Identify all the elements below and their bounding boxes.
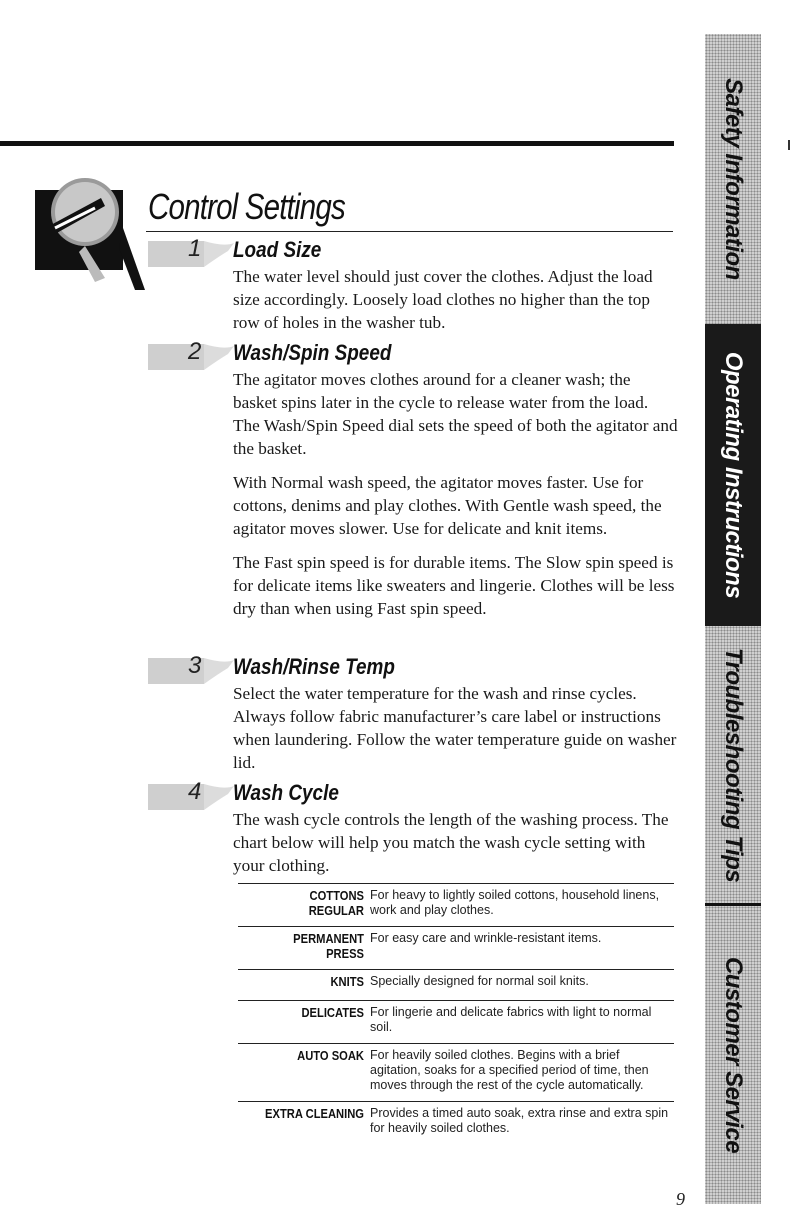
cycle-name: DELICATES bbox=[301, 1005, 364, 1020]
table-row bbox=[238, 883, 674, 926]
table-row bbox=[238, 969, 674, 1000]
step-paragraph: With Normal wash speed, the agitator moves faster. Use for cottons, denims and play clothes. With Gentle wash speed, the agitator moves slower. Use for delicate and knit items. bbox=[233, 473, 662, 538]
cycle-description: Specially designed for normal soil knits. bbox=[370, 974, 589, 988]
table-row bbox=[238, 1043, 674, 1101]
top-rule bbox=[0, 141, 674, 146]
cycle-description: For lingerie and delicate fabrics with light to normal soil. bbox=[370, 1005, 652, 1034]
cycle-description: For heavy to lightly soiled cottons, household linens, work and play clothes. bbox=[370, 888, 660, 917]
tab-label: Customer Service bbox=[720, 956, 747, 1154]
table-row bbox=[238, 926, 674, 969]
step-heading: Load Size bbox=[233, 237, 322, 262]
cycle-description: For easy care and wrinkle-resistant items. bbox=[370, 931, 602, 945]
step-body bbox=[233, 368, 678, 631]
step-paragraph: The agitator moves clothes around for a cleaner wash; the basket spins later in the cycle to release water from the load. The Wash/Spin Speed dial sets the speed of both the agitator and the basket. bbox=[233, 370, 678, 458]
title-rule bbox=[146, 231, 673, 232]
cycle-name: AUTO SOAK bbox=[297, 1048, 364, 1063]
step-number: 1 bbox=[188, 235, 202, 262]
step-paragraph: Select the water temperature for the wash and rinse cycles. Always follow fabric manufacturer’s care label or instructions when laundering. Follow the water temperature guide on washer lid. bbox=[233, 684, 677, 772]
step-number: 2 bbox=[188, 338, 202, 365]
cycle-name: KNITS bbox=[330, 974, 364, 989]
cycle-name: EXTRA CLEANING bbox=[265, 1106, 364, 1121]
tab-troubleshooting-tips[interactable] bbox=[705, 626, 761, 903]
tab-label: Troubleshooting Tips bbox=[720, 647, 747, 882]
step-number: 3 bbox=[188, 652, 202, 679]
step-heading: Wash Cycle bbox=[233, 780, 339, 805]
step-body bbox=[233, 265, 678, 345]
table-row bbox=[238, 1101, 674, 1144]
side-tab-bar bbox=[705, 34, 761, 1204]
step-body bbox=[233, 682, 678, 785]
control-knob-icon bbox=[35, 168, 145, 290]
step-heading: Wash/Spin Speed bbox=[233, 340, 392, 365]
step-paragraph: The Fast spin speed is for durable items. The Slow spin speed is for delicate items like sweaters and lingerie. Clothes will be less dry than when using Fast spin speed. bbox=[233, 553, 675, 618]
tab-operating-instructions[interactable] bbox=[705, 324, 761, 626]
step-number: 4 bbox=[188, 778, 202, 805]
wash-cycle-table bbox=[238, 883, 674, 1144]
edge-tick-mark bbox=[788, 140, 790, 150]
table-row bbox=[238, 1000, 674, 1043]
cycle-description: Provides a timed auto soak, extra rinse and extra spin for heavily soiled clothes. bbox=[370, 1106, 669, 1135]
cycle-name: PERMANENT PRESS bbox=[293, 931, 364, 961]
tab-customer-service[interactable] bbox=[705, 906, 761, 1204]
tab-label: Safety Information bbox=[720, 78, 747, 280]
step-heading: Wash/Rinse Temp bbox=[233, 654, 395, 679]
tab-safety-information[interactable] bbox=[705, 34, 761, 324]
cycle-description: For heavily soiled clothes. Begins with a brief agitation, soaks for a specified period of time, then moves through the rest of the cycle automatically. bbox=[370, 1048, 649, 1092]
step-body bbox=[233, 808, 678, 888]
tab-divider bbox=[705, 903, 761, 906]
step-paragraph: The water level should just cover the clothes. Adjust the load size accordingly. Loosely load clothes no higher than the top row of holes in the washer tub. bbox=[233, 267, 653, 332]
section-title: Control Settings bbox=[148, 186, 345, 227]
step-paragraph: The wash cycle controls the length of the washing process. The chart below will help you match the wash cycle setting with your clothing. bbox=[233, 810, 669, 875]
tab-label: Operating Instructions bbox=[720, 351, 747, 599]
cycle-name: COTTONS REGULAR bbox=[308, 888, 364, 918]
page-number: 9 bbox=[676, 1189, 685, 1209]
